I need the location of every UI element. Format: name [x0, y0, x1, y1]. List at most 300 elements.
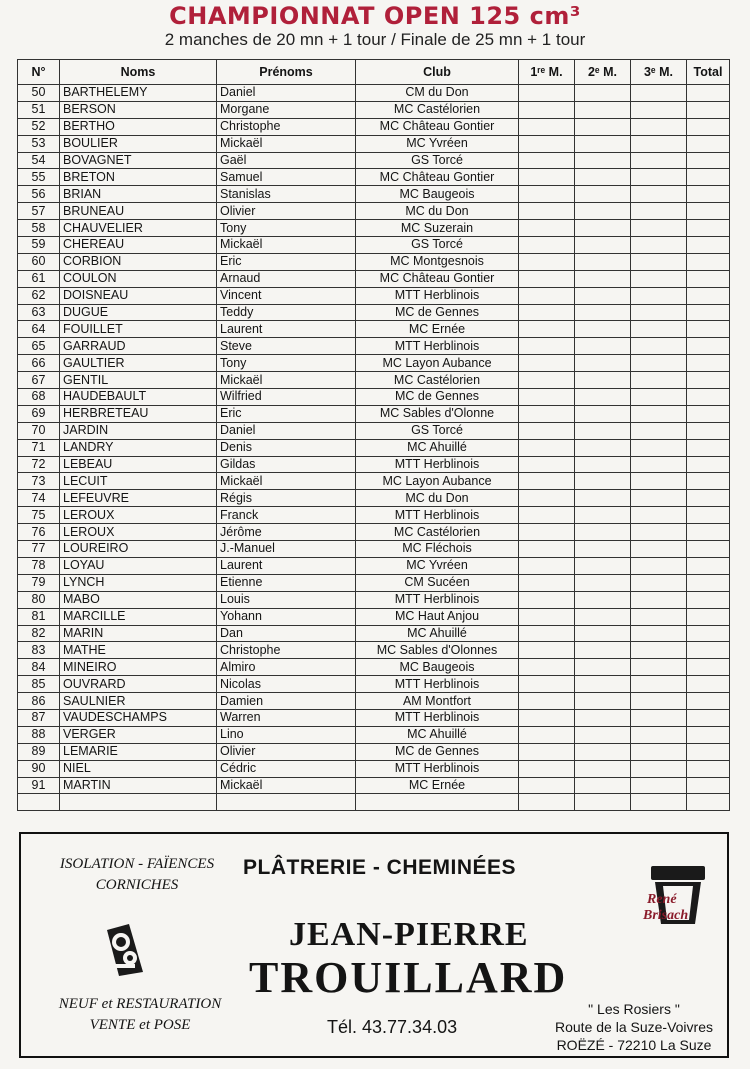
cell-club: MC Baugeois: [356, 186, 519, 203]
cell-prenom: Louis: [217, 591, 356, 608]
cell-num: 67: [18, 372, 60, 389]
cell-prenom: J.-Manuel: [217, 541, 356, 558]
cell-m3: [631, 118, 687, 135]
cell-nom: MARTIN: [60, 777, 217, 794]
cell-total: [687, 439, 730, 456]
table-row: [18, 473, 730, 490]
col-header-manche3: 3ᵉ M.: [631, 60, 687, 85]
cell-m3: [631, 490, 687, 507]
cell-club: MC Ernée: [356, 777, 519, 794]
cell-total: [687, 693, 730, 710]
cell-total: [687, 135, 730, 152]
cell-prenom: Mickaël: [217, 473, 356, 490]
cell-club: MTT Herblinois: [356, 591, 519, 608]
cell-m1: [519, 237, 575, 254]
cell-prenom: Mickaël: [217, 372, 356, 389]
ad-bottom-left2: VENTE et POSE: [89, 1017, 191, 1033]
table-row: [18, 203, 730, 220]
cell-total: [687, 456, 730, 473]
cell-m2: [575, 659, 631, 676]
cell-num: 88: [18, 726, 60, 743]
table-row: [18, 85, 730, 102]
cell-m3: [631, 321, 687, 338]
cell-nom: BOVAGNET: [60, 152, 217, 169]
cell-num: 86: [18, 693, 60, 710]
cell-total: [687, 642, 730, 659]
cell-prenom: Almiro: [217, 659, 356, 676]
cell-club: CM Sucéen: [356, 574, 519, 591]
cell-num: 84: [18, 659, 60, 676]
cell-m3: [631, 625, 687, 642]
cell-m3: [631, 304, 687, 321]
cell-m3: [631, 574, 687, 591]
cell-m1: [519, 557, 575, 574]
cell-m1: [519, 338, 575, 355]
cell-m3: [631, 405, 687, 422]
cell-nom: LEFEUVRE: [60, 490, 217, 507]
cell-m1: [519, 118, 575, 135]
cell-total: [687, 287, 730, 304]
cell-nom: LEMARIE: [60, 743, 217, 760]
cell-m2: [575, 777, 631, 794]
cell-m1: [519, 456, 575, 473]
cell-nom: LOUREIRO: [60, 541, 217, 558]
cell-club: GS Torcé: [356, 422, 519, 439]
cell-m1: [519, 743, 575, 760]
cell-m2: [575, 574, 631, 591]
cell-total: [687, 524, 730, 541]
cell-num: 79: [18, 574, 60, 591]
cell-prenom: Vincent: [217, 287, 356, 304]
cell-prenom: Mickaël: [217, 135, 356, 152]
cell-m2: [575, 439, 631, 456]
cell-m2: [575, 405, 631, 422]
cell-prenom: Damien: [217, 693, 356, 710]
cell-m2: [575, 253, 631, 270]
cell-m2: [575, 270, 631, 287]
cell-num: 54: [18, 152, 60, 169]
table-row: [18, 456, 730, 473]
cell-m1: [519, 169, 575, 186]
cell-num: 78: [18, 557, 60, 574]
cell-m2: [575, 524, 631, 541]
cell-nom: GENTIL: [60, 372, 217, 389]
cell-m1: [519, 524, 575, 541]
table-row: [18, 287, 730, 304]
table-row: [18, 186, 730, 203]
cell-m1: [519, 389, 575, 406]
ad-left-line2: CORNICHES: [95, 877, 179, 893]
cell-num: 76: [18, 524, 60, 541]
advertisement-box: [19, 832, 729, 1058]
table-row: [18, 304, 730, 321]
cell-nom: LOYAU: [60, 557, 217, 574]
cell-prenom: Daniel: [217, 422, 356, 439]
cell-club: MC Haut Anjou: [356, 608, 519, 625]
table-row: [18, 659, 730, 676]
cell-nom: BOULIER: [60, 135, 217, 152]
cell-m1: [519, 203, 575, 220]
cell-m3: [631, 253, 687, 270]
cell-m2: [575, 304, 631, 321]
cell-nom: DOISNEAU: [60, 287, 217, 304]
col-header-manche2: 2ᵉ M.: [575, 60, 631, 85]
col-header-total: Total: [687, 60, 730, 85]
cell-num: 51: [18, 101, 60, 118]
cell-prenom: Wilfried: [217, 389, 356, 406]
cell-nom: CHAUVELIER: [60, 220, 217, 237]
tools-logo-icon: [99, 920, 151, 978]
cell-num: 58: [18, 220, 60, 237]
cell-club: MC Ahuillé: [356, 625, 519, 642]
cell-club: MTT Herblinois: [356, 507, 519, 524]
cell-m3: [631, 237, 687, 254]
cell-m3: [631, 203, 687, 220]
cell-m3: [631, 439, 687, 456]
cell-m1: [519, 709, 575, 726]
cell-total: [687, 507, 730, 524]
cell-prenom: Tony: [217, 220, 356, 237]
cell-club: MC Ahuillé: [356, 439, 519, 456]
cell-num: 53: [18, 135, 60, 152]
cell-prenom: Denis: [217, 439, 356, 456]
cell-m3: [631, 287, 687, 304]
cell-prenom: Lino: [217, 726, 356, 743]
cell-nom: MINEIRO: [60, 659, 217, 676]
cell-num: 77: [18, 541, 60, 558]
cell-prenom: Olivier: [217, 743, 356, 760]
cell-nom: DUGUE: [60, 304, 217, 321]
cell-m1: [519, 405, 575, 422]
cell-club: MTT Herblinois: [356, 760, 519, 777]
cell-m1: [519, 490, 575, 507]
cell-m2: [575, 693, 631, 710]
cell-nom: MARCILLE: [60, 608, 217, 625]
cell-m1: [519, 659, 575, 676]
ad-address-line3: ROËZÉ - 72210 La Suze: [556, 1037, 712, 1053]
cell-club: MC de Gennes: [356, 743, 519, 760]
cell-club: MC Yvréen: [356, 557, 519, 574]
cell-club: MC Layon Aubance: [356, 355, 519, 372]
cell-prenom: Olivier: [217, 203, 356, 220]
cell-total: [687, 574, 730, 591]
cell-m3: [631, 507, 687, 524]
cell-num: 66: [18, 355, 60, 372]
cell-empty: [356, 794, 519, 811]
cell-num: 52: [18, 118, 60, 135]
cell-total: [687, 186, 730, 203]
cell-prenom: Morgane: [217, 101, 356, 118]
cell-empty: [519, 794, 575, 811]
ad-address-line1: " Les Rosiers ": [588, 1001, 680, 1017]
cell-nom: BERSON: [60, 101, 217, 118]
cell-num: 80: [18, 591, 60, 608]
table-row-empty: [18, 794, 730, 811]
cell-club: MTT Herblinois: [356, 287, 519, 304]
page-subtitle: 2 manches de 20 mn + 1 tour / Finale de 25 mn + 1 tour: [164, 30, 586, 49]
cell-m3: [631, 372, 687, 389]
cell-empty: [575, 794, 631, 811]
cell-m3: [631, 85, 687, 102]
cell-num: 82: [18, 625, 60, 642]
cell-nom: MATHE: [60, 642, 217, 659]
cell-num: 74: [18, 490, 60, 507]
cell-nom: LEROUX: [60, 507, 217, 524]
ad-left-line1: ISOLATION - FAÏENCES: [59, 856, 215, 872]
cell-prenom: Steve: [217, 338, 356, 355]
cell-m2: [575, 101, 631, 118]
cell-m1: [519, 693, 575, 710]
cell-nom: VAUDESCHAMPS: [60, 709, 217, 726]
cell-nom: OUVRARD: [60, 676, 217, 693]
cell-m1: [519, 760, 575, 777]
cell-num: 81: [18, 608, 60, 625]
cell-total: [687, 389, 730, 406]
col-header-club: Club: [356, 60, 519, 85]
cell-m2: [575, 338, 631, 355]
cell-total: [687, 422, 730, 439]
cell-m1: [519, 777, 575, 794]
cell-prenom: Régis: [217, 490, 356, 507]
cell-prenom: Dan: [217, 625, 356, 642]
cell-m1: [519, 507, 575, 524]
cell-m2: [575, 490, 631, 507]
cell-total: [687, 304, 730, 321]
table-row: [18, 422, 730, 439]
cell-nom: MARIN: [60, 625, 217, 642]
cell-m1: [519, 101, 575, 118]
cell-empty: [18, 794, 60, 811]
cell-m2: [575, 169, 631, 186]
cell-m1: [519, 608, 575, 625]
cell-m1: [519, 321, 575, 338]
cell-m3: [631, 760, 687, 777]
cell-nom: FOUILLET: [60, 321, 217, 338]
cell-club: MC Castélorien: [356, 524, 519, 541]
col-header-manche1: 1ʳᵉ M.: [519, 60, 575, 85]
cell-nom: BARTHELEMY: [60, 85, 217, 102]
cell-num: 75: [18, 507, 60, 524]
table-row: [18, 270, 730, 287]
table-row: [18, 777, 730, 794]
cell-m3: [631, 186, 687, 203]
cell-prenom: Eric: [217, 405, 356, 422]
cell-m3: [631, 101, 687, 118]
cell-nom: BRETON: [60, 169, 217, 186]
cell-m1: [519, 220, 575, 237]
cell-num: 83: [18, 642, 60, 659]
cell-m2: [575, 608, 631, 625]
table-row: [18, 743, 730, 760]
cell-prenom: Mickaël: [217, 237, 356, 254]
cell-m2: [575, 321, 631, 338]
cell-empty: [631, 794, 687, 811]
cell-m1: [519, 372, 575, 389]
cell-nom: LYNCH: [60, 574, 217, 591]
table-row: [18, 118, 730, 135]
cell-total: [687, 726, 730, 743]
cell-nom: NIEL: [60, 760, 217, 777]
ad-bottom-left1: NEUF et RESTAURATION: [58, 996, 222, 1012]
cell-num: 73: [18, 473, 60, 490]
results-table: [17, 59, 730, 811]
cell-m2: [575, 135, 631, 152]
table-row: [18, 507, 730, 524]
cell-club: MTT Herblinois: [356, 676, 519, 693]
cell-prenom: Christophe: [217, 118, 356, 135]
cell-num: 63: [18, 304, 60, 321]
cell-club: MC Yvréen: [356, 135, 519, 152]
cell-num: 62: [18, 287, 60, 304]
cell-m2: [575, 642, 631, 659]
cell-total: [687, 237, 730, 254]
cell-prenom: Laurent: [217, 557, 356, 574]
table-row: [18, 220, 730, 237]
ad-name-line1: JEAN-PIERRE: [289, 916, 529, 953]
cell-m3: [631, 338, 687, 355]
table-row: [18, 709, 730, 726]
cell-prenom: Gildas: [217, 456, 356, 473]
cell-m3: [631, 152, 687, 169]
cell-nom: BRUNEAU: [60, 203, 217, 220]
cell-nom: GAULTIER: [60, 355, 217, 372]
cell-club: MC Layon Aubance: [356, 473, 519, 490]
table-row: [18, 541, 730, 558]
cell-club: MC du Don: [356, 203, 519, 220]
cell-num: 71: [18, 439, 60, 456]
cell-total: [687, 760, 730, 777]
cell-num: 85: [18, 676, 60, 693]
col-header-prenoms: Prénoms: [217, 60, 356, 85]
cell-prenom: Daniel: [217, 85, 356, 102]
cell-num: 64: [18, 321, 60, 338]
table-row: [18, 608, 730, 625]
table-row: [18, 338, 730, 355]
cell-club: MC Château Gontier: [356, 169, 519, 186]
cell-m1: [519, 287, 575, 304]
cell-m2: [575, 355, 631, 372]
ad-address: [541, 1000, 727, 1054]
cell-m1: [519, 439, 575, 456]
cell-num: 91: [18, 777, 60, 794]
cell-num: 69: [18, 405, 60, 422]
cell-nom: SAULNIER: [60, 693, 217, 710]
cell-total: [687, 270, 730, 287]
cell-m3: [631, 726, 687, 743]
cell-total: [687, 253, 730, 270]
cell-club: MC Sables d'Olonne: [356, 405, 519, 422]
cell-m3: [631, 676, 687, 693]
cell-m3: [631, 743, 687, 760]
cell-m3: [631, 591, 687, 608]
cell-nom: LECUIT: [60, 473, 217, 490]
cell-nom: GARRAUD: [60, 338, 217, 355]
page-title: CHAMPIONNAT OPEN 125 cm³: [169, 2, 581, 30]
table-row: [18, 642, 730, 659]
cell-club: GS Torcé: [356, 152, 519, 169]
cell-m2: [575, 237, 631, 254]
cell-prenom: Jérôme: [217, 524, 356, 541]
cell-nom: HERBRETEAU: [60, 405, 217, 422]
table-row: [18, 693, 730, 710]
table-row: [18, 676, 730, 693]
cell-num: 60: [18, 253, 60, 270]
cell-club: MC Château Gontier: [356, 118, 519, 135]
cell-m2: [575, 625, 631, 642]
cell-m2: [575, 760, 631, 777]
cell-m1: [519, 135, 575, 152]
cell-total: [687, 101, 730, 118]
cell-nom: LEBEAU: [60, 456, 217, 473]
cell-club: MC Château Gontier: [356, 270, 519, 287]
cell-total: [687, 625, 730, 642]
col-header-num: N°: [18, 60, 60, 85]
cell-prenom: Samuel: [217, 169, 356, 186]
cell-club: MTT Herblinois: [356, 456, 519, 473]
cell-nom: LEROUX: [60, 524, 217, 541]
cell-nom: JARDIN: [60, 422, 217, 439]
cell-club: MC Ernée: [356, 321, 519, 338]
cell-total: [687, 777, 730, 794]
cell-total: [687, 152, 730, 169]
cell-m1: [519, 253, 575, 270]
cell-m1: [519, 85, 575, 102]
cell-m1: [519, 642, 575, 659]
cell-club: MC Castélorien: [356, 101, 519, 118]
ad-name-line2: TROUILLARD: [249, 953, 568, 1002]
cell-nom: VERGER: [60, 726, 217, 743]
cell-m1: [519, 726, 575, 743]
cell-m1: [519, 422, 575, 439]
table-row: [18, 574, 730, 591]
cell-nom: MABO: [60, 591, 217, 608]
cell-club: MC Sables d'Olonnes: [356, 642, 519, 659]
cell-prenom: Gaël: [217, 152, 356, 169]
cell-m2: [575, 676, 631, 693]
cell-m2: [575, 456, 631, 473]
cell-prenom: Nicolas: [217, 676, 356, 693]
table-row: [18, 591, 730, 608]
table-row: [18, 169, 730, 186]
cell-m1: [519, 270, 575, 287]
cell-m3: [631, 557, 687, 574]
cell-m2: [575, 186, 631, 203]
table-row: [18, 372, 730, 389]
cell-m1: [519, 574, 575, 591]
cell-m1: [519, 676, 575, 693]
cell-total: [687, 608, 730, 625]
cell-m3: [631, 422, 687, 439]
cell-m2: [575, 422, 631, 439]
cell-m2: [575, 220, 631, 237]
cell-m2: [575, 473, 631, 490]
cell-num: 55: [18, 169, 60, 186]
cell-prenom: Stanislas: [217, 186, 356, 203]
cell-club: MTT Herblinois: [356, 338, 519, 355]
cell-prenom: Mickaël: [217, 777, 356, 794]
cell-m1: [519, 152, 575, 169]
cell-club: MTT Herblinois: [356, 709, 519, 726]
cell-nom: LANDRY: [60, 439, 217, 456]
cell-m1: [519, 304, 575, 321]
cell-prenom: Warren: [217, 709, 356, 726]
cell-m2: [575, 118, 631, 135]
cell-num: 57: [18, 203, 60, 220]
cell-total: [687, 85, 730, 102]
cell-prenom: Franck: [217, 507, 356, 524]
cell-num: 61: [18, 270, 60, 287]
cell-num: 72: [18, 456, 60, 473]
